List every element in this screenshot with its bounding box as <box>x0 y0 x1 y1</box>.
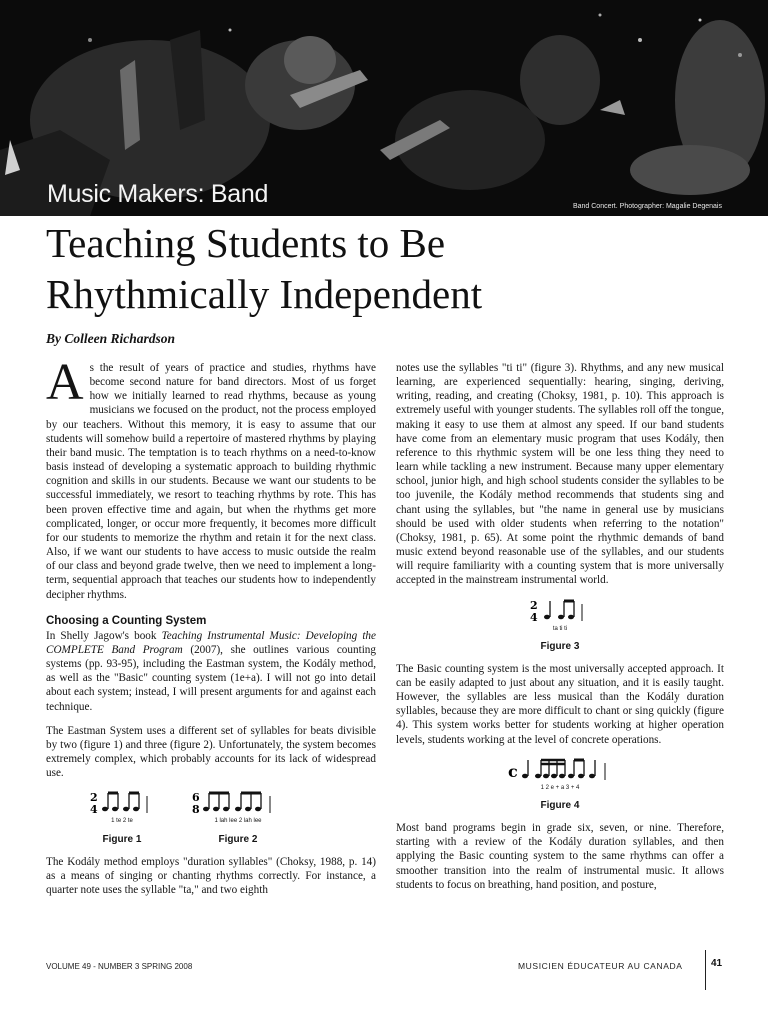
right-column <box>396 361 724 892</box>
kodaly-paragraph: The Kodály method employs "duration syllables" (Choksy, 1988, p. 14) as a means of singing or chanting rhythms correctly. For instance, a quarter note uses the syllable "ta," and two eighth <box>46 855 376 896</box>
photo-credit: Band Concert. Photographer: Magalie Degenais <box>572 203 722 210</box>
figure-3 <box>396 596 724 654</box>
rhythm-notation-common-time <box>508 755 612 781</box>
svg-text:4: 4 <box>90 803 98 815</box>
footer-journal-name: MUSICIEN ÉDUCATEUR AU CANADA <box>518 961 683 971</box>
svg-text:2: 2 <box>90 791 98 805</box>
figure-4-caption: Figure 4 <box>540 799 580 811</box>
band-programs-paragraph: Most band programs begin in grade six, seven, or nine. Therefore, starting with a review of the Kodály duration syllables, and then applying the Basic counting system to the same rhythms can offer a smoother transition into the realm of instrumental music. It allows students to focus on breathing, hand position, and posture, <box>396 822 724 891</box>
page-number: 41 <box>711 958 723 969</box>
rhythm-notation-2-4 <box>90 788 154 814</box>
figure-4 <box>396 755 724 813</box>
figure-2-caption: Figure 2 <box>218 833 258 845</box>
intro-paragraph: As the result of years of practice and studies, rhythms have become second nature for band directors. Most of us forget how we initially learned to read rhythms, because as young musicians we focused on the product, not the process employed by our teachers. Without this memory, it is easy to assume that our students will somehow build a repertoire of mastered rhythms by playing their band music. The temptation is to teach rhythms on a need-to-know basis instead of developing a systematic approach to building rhythmic cognition and skills in our students. Because we want our students to be successful immediately, we resort to teaching rhythms by rote. This has been proven effective time and again, but when the rhythms get more complicated, longer, or occur more frequently, it becomes more difficult for our students to memorize the rhythm and retain it for the next class. Also, if we want our students to have access to music outside the realm of our class and beyond grade twelve, then we need to implement a long-term, sequential approach that teaches our students how to independently decipher rhythms. <box>46 354 376 601</box>
svg-text:8: 8 <box>192 803 200 815</box>
figure-1-syllables: 1 te 2 te <box>111 818 133 825</box>
title-line-1: Teaching Students to Be <box>46 220 446 266</box>
rhythm-notation-6-8 <box>192 788 284 814</box>
figure-4-syllables: 1 2 e + a 3 + 4 <box>540 784 580 791</box>
figure-2 <box>192 788 284 846</box>
article-title <box>46 218 736 320</box>
svg-text:2: 2 <box>530 598 538 612</box>
title-line-2: Rhythmically Independent <box>46 271 483 317</box>
syllables-paragraph: notes use the syllables "ti ti" (figure 3). Rhythms, and any new musical learning, are experienced sequentially: hearing, singing, deriving, writing, reading, and creating (Choksy, 1981, p. 10). This approach is extremely useful with younger students. The syllables roll off the tongue, making it easy to use them at almost any speed. If our band students have come from an elementary music program that uses Kodály, then reference to this rhythmic system will be one less thing they need to learn while tackling a new instrument. Because many upper elementary school, junior high, and high school students consider the syllables to be too juvenile, the Kodály method recommends that students sing and chant using the syllables, but "the name in general use by musicians should be used with older students when referring to the notation" (Choksy, 1981, p. 65). At some point the rhythmic demands of band music extend beyond reasonable use of the syllables, and our students will require familiarity with a counting system that is more universally accepted in the mainstream instrumental world. <box>396 362 724 587</box>
figure-3-syllables: ta ti ti <box>552 625 568 632</box>
rhythm-notation-2-4-ta-titi <box>530 596 590 622</box>
section-label: Music Makers: Band <box>47 180 269 208</box>
figures-1-2 <box>90 788 376 846</box>
svg-text:6: 6 <box>192 791 200 805</box>
drop-cap: A <box>46 354 84 411</box>
eastman-paragraph: The Eastman System uses a different set of syllables for beats divisible by two (figure 1) and three (figure 2). Unfortunately, the system becomes extremely complex, which probably accounts for its lack of widespread use. <box>46 724 376 780</box>
header-photo-banner <box>0 0 768 216</box>
figure-1-caption: Figure 1 <box>102 833 142 845</box>
svg-text:4: 4 <box>530 610 538 622</box>
figure-3-caption: Figure 3 <box>540 640 580 652</box>
left-column <box>46 354 376 897</box>
svg-text:c: c <box>508 761 518 781</box>
footer-volume-info: VOLUME 49 - NUMBER 3 SPRING 2008 <box>46 962 193 971</box>
basic-system-paragraph: The Basic counting system is the most universally accepted approach. It can be easily adapted to just about any situation, and it is easily taught. However, the syllables are less musical than the Kodály duration syllables, because they are more difficult to chant or sing quickly (figure 4). This system works better for students working at higher operation levels, students working at the level of concrete operations. <box>396 662 724 746</box>
footer-divider <box>705 950 706 990</box>
figure-1 <box>90 788 154 846</box>
byline: By Colleen Richardson <box>46 331 176 346</box>
subhead-counting-system: Choosing a Counting System <box>46 614 207 627</box>
figure-2-syllables: 1 lah lee 2 lah lee <box>214 818 262 825</box>
jagow-paragraph: In Shelly Jagow's book Teaching Instrumental Music: Developing the COMPLETE Band Program (2007), she outlines various counting systems (pp. 93-95), including the Eastman system, the Kodály method, as well as the "Basic" counting system (1e+a). I will not go into detail about each system; instead, I will present arguments for and against each technique. <box>46 629 376 713</box>
